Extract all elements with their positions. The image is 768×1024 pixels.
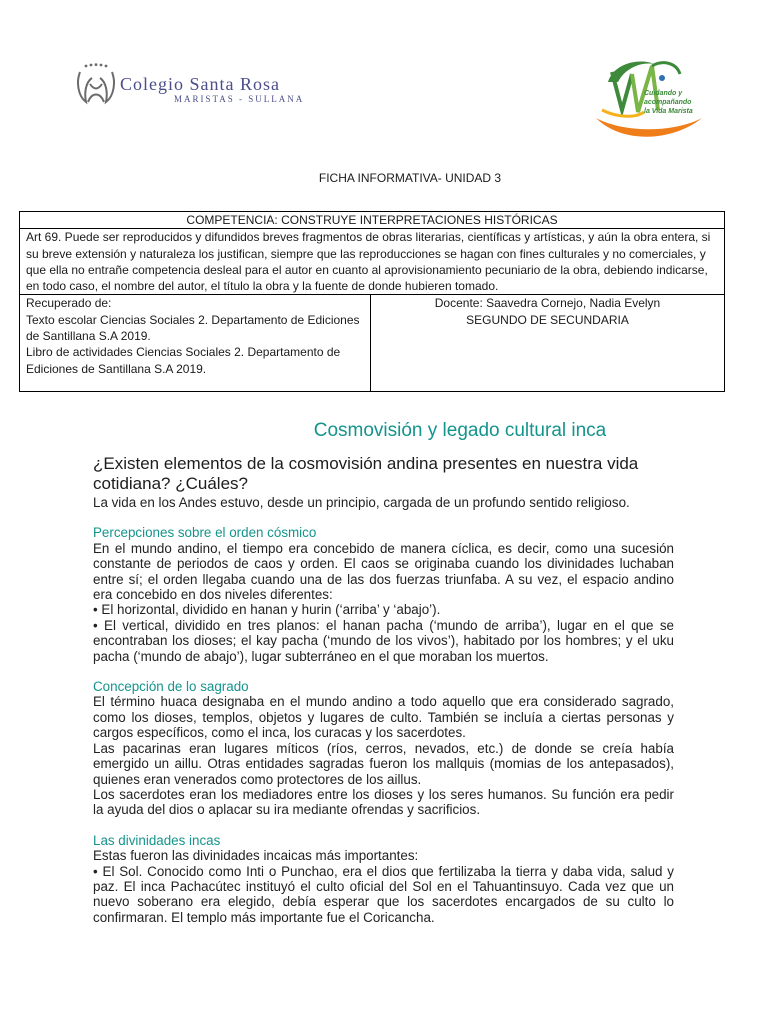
section-heading: Las divinidades incas: [93, 832, 221, 848]
section-paragraph: Los sacerdotes eran los mediadores entre los dioses y los seres humanos. Su función era pedir la ayuda del dios o aplacar su ira mediante ofrendas y sacrificios.: [93, 786, 674, 818]
info-table: [19, 211, 725, 392]
teacher-name: Docente: Saavedra Cornejo, Nadia Evelyn: [434, 296, 661, 311]
guiding-question: ¿Existen elementos de la cosmovisión andina presentes en nuestra vida cotidiana? ¿Cuáles?: [93, 454, 639, 493]
teacher-cell: [371, 295, 725, 392]
section-paragraph: En el mundo andino, el tiempo era concebido de manera cíclica, es decir, como una sucesión constante de periodos de caos y orden. El caos se originaba cuando los divinidades luchaban entre sí; el orden llegaba cuando una de las dos fuerzas triunfaba. A su vez, el espacio andino era concebido en dos niveles diferentes:: [93, 540, 674, 603]
section-bullet: • El Sol. Conocido como Inti o Punchao, era el dios que fertilizaba la tierra y daba vida, salud y paz. El inca Pachacútec instituyó el culto oficial del Sol en el Tahuantinsuyo. Cada vez que un nuevo soberano era elegido, debía esperar que los sacerdotes encargados de su culto lo confirmaran. El templo más importante fue el Coricancha.: [93, 863, 674, 925]
grade-label: SEGUNDO DE SECUNDARIA: [466, 312, 629, 327]
section-bullet: • El vertical, dividido en tres planos: el hanan pacha (‘mundo de arriba’), lugar en el que se encontraban los dioses; el kay pacha (‘mundo de los vivos’), habitado por los hombres; y el uku pacha (‘mundo de abajo’), lugar subterráneo en el que moraban los muertos.: [93, 617, 674, 664]
school-logo: [74, 60, 374, 110]
section-heading: Percepciones sobre el orden cósmico: [93, 525, 317, 541]
page-title: Cosmovisión y legado cultural inca: [313, 420, 607, 441]
intro-paragraph: La vida en los Andes estuvo, desde un principio, cargada de un profundo sentido religioso.: [93, 495, 630, 510]
section-bullet: • El horizontal, dividido en hanan y hurin (‘arriba’ y ‘abajo’).: [93, 602, 441, 618]
sources-cell: [20, 295, 371, 392]
logo-text-line-3: la Vida Marista: [644, 108, 693, 115]
competencia-row: [20, 212, 725, 229]
source-item: Libro de actividades Ciencias Sociales 2. Departamento de Ediciones de Santillana S.A 2019.: [26, 345, 341, 376]
section-heading: Concepción de lo sagrado: [93, 679, 249, 695]
logo-text-line-1: Cuidando y: [644, 90, 683, 97]
article-row: [20, 229, 725, 295]
logo-text-line-2: acompañando: [644, 99, 692, 106]
ficha-title: FICHA INFORMATIVA- UNIDAD 3: [318, 171, 502, 185]
section-paragraph: Las pacarinas eran lugares míticos (ríos, cerros, nevados, etc.) de donde se creía había emergido un aillu. Otras entidades sagradas fueron los mallquis (momias de los antepasados), quienes eran venerados como protectores de los aillus.: [93, 740, 674, 787]
school-name: Colegio Santa Rosa: [120, 74, 280, 94]
section-paragraph: Estas fueron las divinidades incaicas más importantes:: [93, 848, 419, 864]
sources-row: [20, 295, 725, 392]
section-paragraph: El término huaca designaba en el mundo andino a todo aquello que era considerado sagrado, como los dioses, templos, objetos y lugares de culto. También se incluía a ciertas personas y cargos específicos, como el inca, los curacas y los sacerdotes.: [93, 694, 674, 741]
school-crest-icon: [74, 62, 118, 108]
school-subtitle: MARISTAS - SULLANA: [174, 94, 305, 104]
marista-logo: [592, 52, 712, 144]
marista-logo-text: [644, 89, 710, 116]
document-header: [0, 0, 768, 150]
article-text: Art 69. Puede ser reproducidos y difundidos breves fragmentos de obras literarias, científicas y artísticas, y aún la obra entera, si su breve extensión y naturaleza los justifican, siempre que las reproducciones se hagan con fines culturales y no comerciales, y que ella no entrañe competencia desleal para el autor en cuanto al aprovisionamiento pecuniario de la obra, debiendo indicarse, en todo caso, el nombre del autor, el título la obra y la fuente de donde hubieren tomado.: [20, 229, 725, 295]
document-body: [93, 454, 674, 925]
competencia-cell: COMPETENCIA: CONSTRUYE INTERPRETACIONES HISTÓRICAS: [20, 212, 725, 229]
source-item: Texto escolar Ciencias Sociales 2. Departamento de Ediciones de Santillana S.A 2019.: [26, 312, 360, 344]
recuperado-label: Recuperado de:: [26, 296, 112, 311]
